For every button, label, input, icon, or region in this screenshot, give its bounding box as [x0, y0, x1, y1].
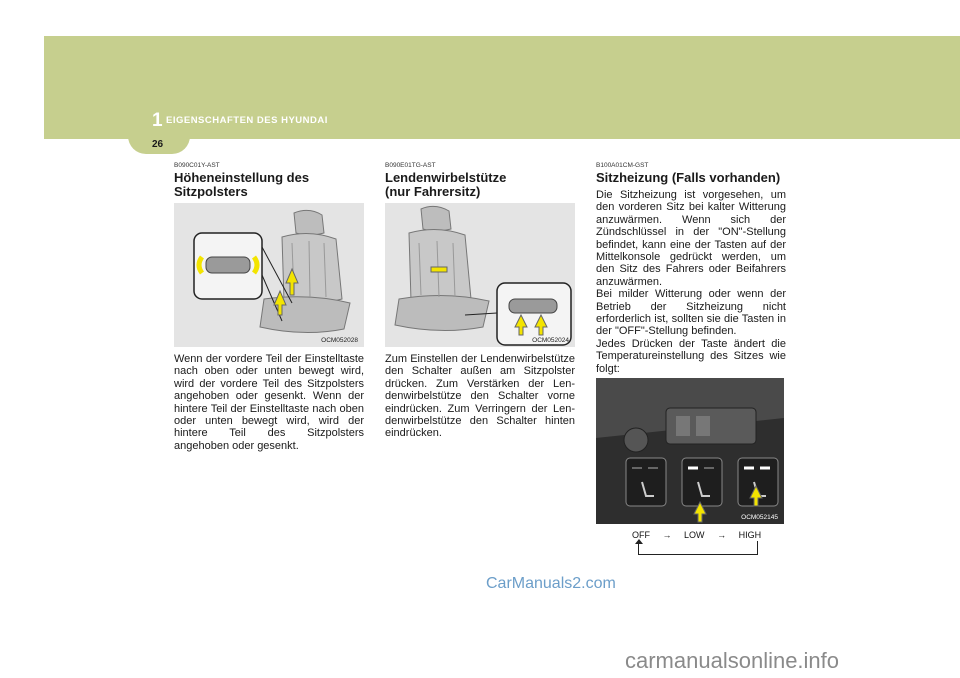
section-body-1: Die Sitzheizung ist vorgesehen, um den vorderen Sitz bei kalter Witterung anzuwärmen. Wenn sich der Zündschlüssel in der "ON"-Stellung befindet, kann eine der Tasten auf der Mittelkonsole gedrückt werden, um den Sitz des Fahrers oder Beifahrers anzuwärmen. [596, 189, 786, 288]
heading-line-1: Lendenwirbelstütze [385, 170, 507, 185]
section-lumbar-support [385, 162, 575, 440]
section-heading [174, 171, 364, 199]
lumbar-support-figure [385, 203, 575, 347]
heading-line-1: Höheneinstellung des [174, 170, 310, 185]
section-seat-heater [596, 162, 786, 524]
seat-height-figure [174, 203, 364, 347]
heading-line-2: Sitzpolsters [174, 184, 248, 199]
figure-code: OCM052145 [741, 514, 778, 522]
watermark-carmanuals2: CarManuals2.com [486, 575, 616, 592]
section-heading: Sitzheizung (Falls vorhanden) [596, 170, 781, 185]
figure-code: OCM052024 [532, 337, 569, 344]
sequence-loop-line [638, 541, 758, 555]
sequence-low: LOW [684, 530, 705, 540]
sequence-arrow-icon: → [717, 530, 727, 540]
console-illustration [596, 378, 784, 524]
section-seat-height [174, 162, 364, 452]
seat-illustration [174, 203, 364, 347]
sequence-arrow-icon: → [662, 530, 672, 540]
page-number: 26 [152, 139, 164, 150]
heater-sequence [632, 530, 771, 540]
seat-heater-figure [596, 378, 784, 524]
section-body: Zum Einstellen der Lendenwirbelstütze den Schalter außen am Sitzpolster drücken. Zum Verstärken der Len- denwirbelstütze den Schalter vorne eindrücken. Zum Verringern der Len- denwirbelstütze den Schalter hinten eindrücken. [385, 353, 575, 440]
chapter-title: EIGENSCHAFTEN DES HYUNDAI [166, 115, 328, 126]
section-heading [385, 171, 575, 199]
section-body-3: Jedes Drücken der Taste ändert die Temperatureinstellung des Sitzes wie folgt: [596, 337, 786, 375]
section-code: B090C01Y-AST [174, 162, 220, 169]
watermark-carmanualsonline: carmanualsonline.info [625, 648, 840, 673]
section-body-2: Bei milder Witterung oder wenn der Betrieb der Sitzheizung nicht erforderlich ist, sollten sie die Tasten in der "OFF"-Stellung befinden. [596, 288, 786, 338]
section-code: B090E01TG-AST [385, 162, 436, 169]
sequence-high: HIGH [738, 530, 762, 540]
heading-line-2: (nur Fahrersitz) [385, 184, 481, 199]
chapter-number: 1 [152, 110, 163, 131]
section-body: Wenn der vordere Teil der Einstelltaste nach oben oder unten bewegt wird, wird der vordere Teil des Sitzpolsters angehoben oder gesenkt. Wenn der hintere Teil der Einstelltaste nach oben oder unten bewegt wird, wird der hintere Teil des Sitzpolsters angehoben oder gesenkt. [174, 353, 364, 452]
sequence-off: OFF [632, 530, 650, 540]
seat-illustration [385, 203, 575, 347]
figure-code: OCM052028 [321, 337, 358, 344]
sequence-loop-arrow-icon [635, 539, 643, 544]
section-code: B100A01CM-GST [596, 162, 649, 169]
